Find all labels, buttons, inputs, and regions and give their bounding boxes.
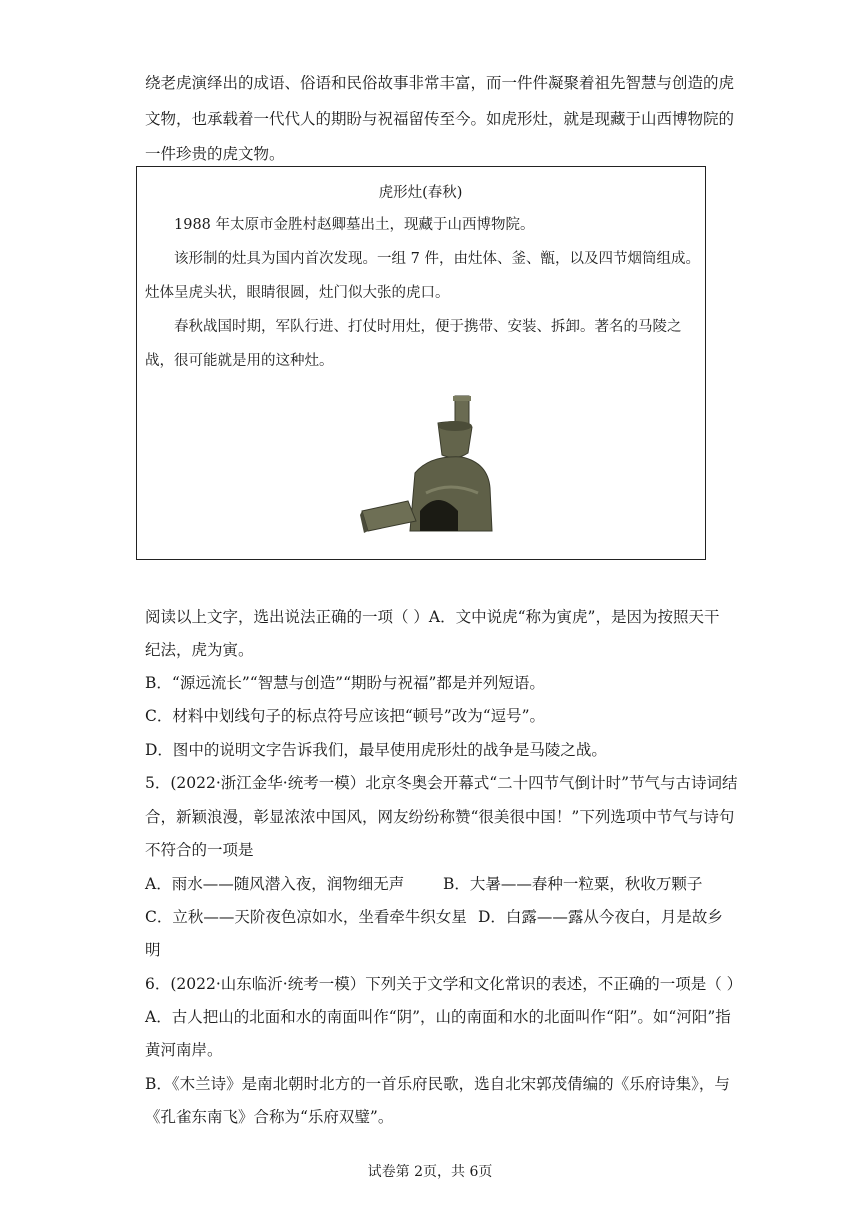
chimney-top: [453, 396, 471, 401]
q5-option-c: C．立秋——天阶夜色凉如水，坐看牵牛织女星: [145, 908, 467, 926]
intro-line-1: 绕老虎演绎出的成语、俗语和民俗故事非常丰富，而一件件凝聚着祖先智慧与创造的虎: [145, 74, 735, 92]
material-title: 虎形灶(春秋): [378, 185, 463, 201]
q5-option-d: D．白露——露从今夜白，月是故乡: [478, 908, 723, 926]
q5-line-2: 合，新颖浪漫，彰显浓浓中国风，网友纷纷称赞“很美很中国！”下列选项中节气与诗句: [145, 808, 735, 826]
q5-option-d-cont: 明: [145, 941, 161, 959]
q4-option-d: D．图中的说明文字告诉我们，最早使用虎形灶的战争是马陵之战。: [145, 741, 607, 759]
q4-stem-2: 纪法，虎为寅。: [145, 641, 254, 659]
material-para-3b: 战，很可能就是用的这种灶。: [145, 353, 334, 369]
material-para-1: 1988 年太原市金胜村赵卿墓出土，现藏于山西博物院。: [174, 217, 535, 233]
q4-option-b: B．“源远流长”“智慧与创造”“期盼与祝福”都是并列短语。: [145, 674, 545, 692]
flue-segment: [362, 501, 416, 531]
intro-line-2: 文物，也承载着一代代人的期盼与祝福留传至今。如虎形灶，就是现藏于山西博物院的: [145, 110, 735, 128]
page-footer: 试卷第 2页，共 6页: [367, 1164, 493, 1180]
q5-option-b: B．大暑——春种一粒粟，秋收万颗子: [443, 875, 703, 893]
q6-option-a-1: A．古人把山的北面和水的南面叫作“阴”，山的南面和水的北面叫作“阳”。如“河阳”指: [145, 1008, 731, 1026]
q4-option-c: C．材料中划线句子的标点符号应该把“顿号”改为“逗号”。: [145, 707, 546, 725]
q5-line-3: 不符合的一项是: [145, 841, 254, 859]
pot-rim: [438, 421, 472, 431]
q6-option-b-1: B．《木兰诗》是南北朝时北方的一首乐府民歌，选自北宋郭茂倩编的《乐府诗集》，与: [145, 1075, 730, 1093]
tiger-stove-image: [360, 393, 520, 538]
intro-line-3: 一件珍贵的虎文物。: [145, 145, 285, 163]
q6-line-1: 6．(2022·山东临沂·统考一模）下列关于文学和文化常识的表述，不正确的一项是（ ）: [145, 975, 743, 993]
q6-option-b-2: 《孔雀东南飞》合称为“乐府双璧”。: [145, 1108, 394, 1126]
q5-line-1: 5．(2022·浙江金华·统考一模）北京冬奥会开幕式“二十四节气倒计时”节气与古诗词结: [145, 774, 738, 792]
material-para-2b: 灶体呈虎头状，眼睛很圆，灶门似大张的虎口。: [145, 285, 450, 301]
q4-stem-1: 阅读以上文字，选出说法正确的一项（ ）A．文中说虎“称为寅虎”，是因为按照天干: [145, 608, 720, 626]
material-para-3a: 春秋战国时期，军队行进、打仗时用灶，便于携带、安装、拆卸。著名的马陵之: [174, 319, 682, 335]
q5-option-a: A．雨水——随风潜入夜，润物细无声: [145, 875, 405, 893]
material-para-2a: 该形制的灶具为国内首次发现。一组 7 件，由灶体、釜、甑，以及四节烟筒组成。: [174, 251, 700, 267]
q6-option-a-2: 黄河南岸。: [145, 1041, 223, 1059]
